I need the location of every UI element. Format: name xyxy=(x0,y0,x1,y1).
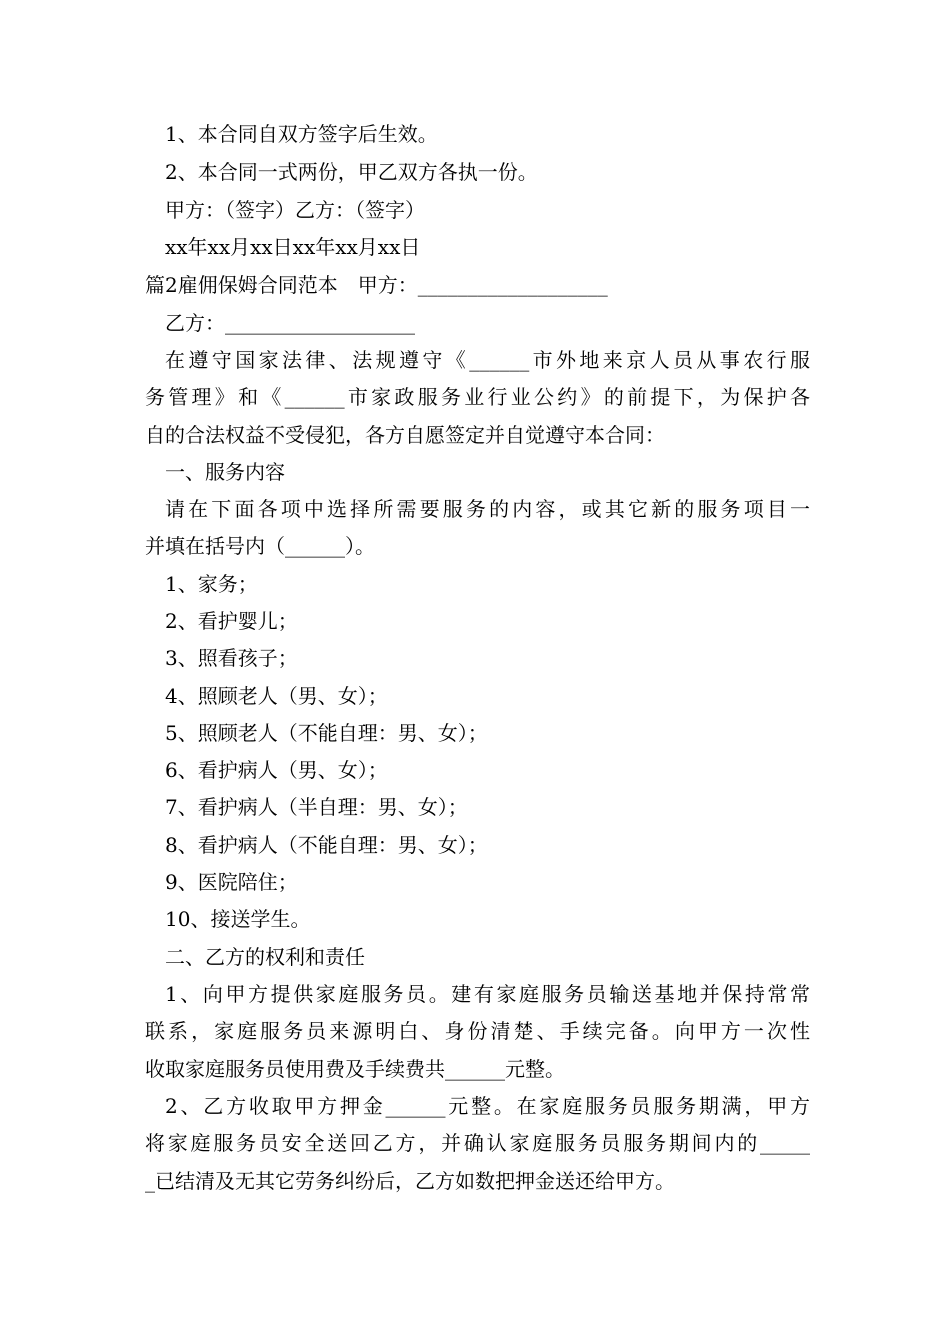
paragraph-line: 联系，家庭服务员来源明白、身份清楚、手续完备。向甲方一次性 xyxy=(145,1019,810,1043)
list-item: 7、看护病人（半自理：男、女）； xyxy=(165,795,468,819)
paragraph-line: 务管理》和《______市家政服务业行业公约》的前提下，为保护各 xyxy=(145,385,810,409)
list-item: 8、看护病人（不能自理：男、女）； xyxy=(165,833,488,857)
list-item: 6、看护病人（男、女）； xyxy=(165,758,388,782)
text-line: 2、本合同一式两份，甲乙双方各执一份。 xyxy=(165,160,538,184)
text-line: 乙方：___________________ xyxy=(165,311,415,335)
paragraph-line: 在遵守国家法律、法规遵守《______市外地来京人员从事农行服 xyxy=(165,348,810,372)
section-heading: 一、服务内容 xyxy=(165,460,285,484)
list-item: 3、照看孩子； xyxy=(165,646,298,670)
paragraph-line: 收取家庭服务员使用费及手续费共______元整。 xyxy=(145,1057,565,1081)
paragraph-line: 2、乙方收取甲方押金______元整。在家庭服务员服务期满，甲方 xyxy=(165,1094,810,1118)
paragraph-line: 并填在括号内（______）。 xyxy=(145,534,375,558)
paragraph-line: 自的合法权益不受侵犯，各方自愿签定并自觉遵守本合同： xyxy=(145,423,665,447)
text-line: xx年xx月xx日xx年xx月xx日 xyxy=(165,235,421,259)
paragraph-line: 1、向甲方提供家庭服务员。建有家庭服务员输送基地并保持常常 xyxy=(165,982,810,1006)
paragraph-line: 将家庭服务员安全送回乙方，并确认家庭服务员服务期间内的_____ xyxy=(145,1131,810,1155)
list-item: 9、医院陪住； xyxy=(165,870,298,894)
list-item: 10、接送学生。 xyxy=(165,907,311,931)
section-heading: 二、乙方的权利和责任 xyxy=(165,945,365,969)
section-heading: 篇2雇佣保姆合同范本 甲方：___________________ xyxy=(145,273,608,297)
list-item: 1、家务； xyxy=(165,572,258,596)
text-line: 1、本合同自双方签字后生效。 xyxy=(165,122,438,146)
paragraph-line: _已结清及无其它劳务纠纷后，乙方如数把押金送还给甲方。 xyxy=(145,1169,675,1193)
list-item: 2、看护婴儿； xyxy=(165,609,298,633)
list-item: 4、照顾老人（男、女）； xyxy=(165,684,388,708)
text-line: 甲方：（签字）乙方：（签字） xyxy=(165,198,425,222)
list-item: 5、照顾老人（不能自理：男、女）； xyxy=(165,721,488,745)
paragraph-line: 请在下面各项中选择所需要服务的内容，或其它新的服务项目一 xyxy=(165,497,810,521)
